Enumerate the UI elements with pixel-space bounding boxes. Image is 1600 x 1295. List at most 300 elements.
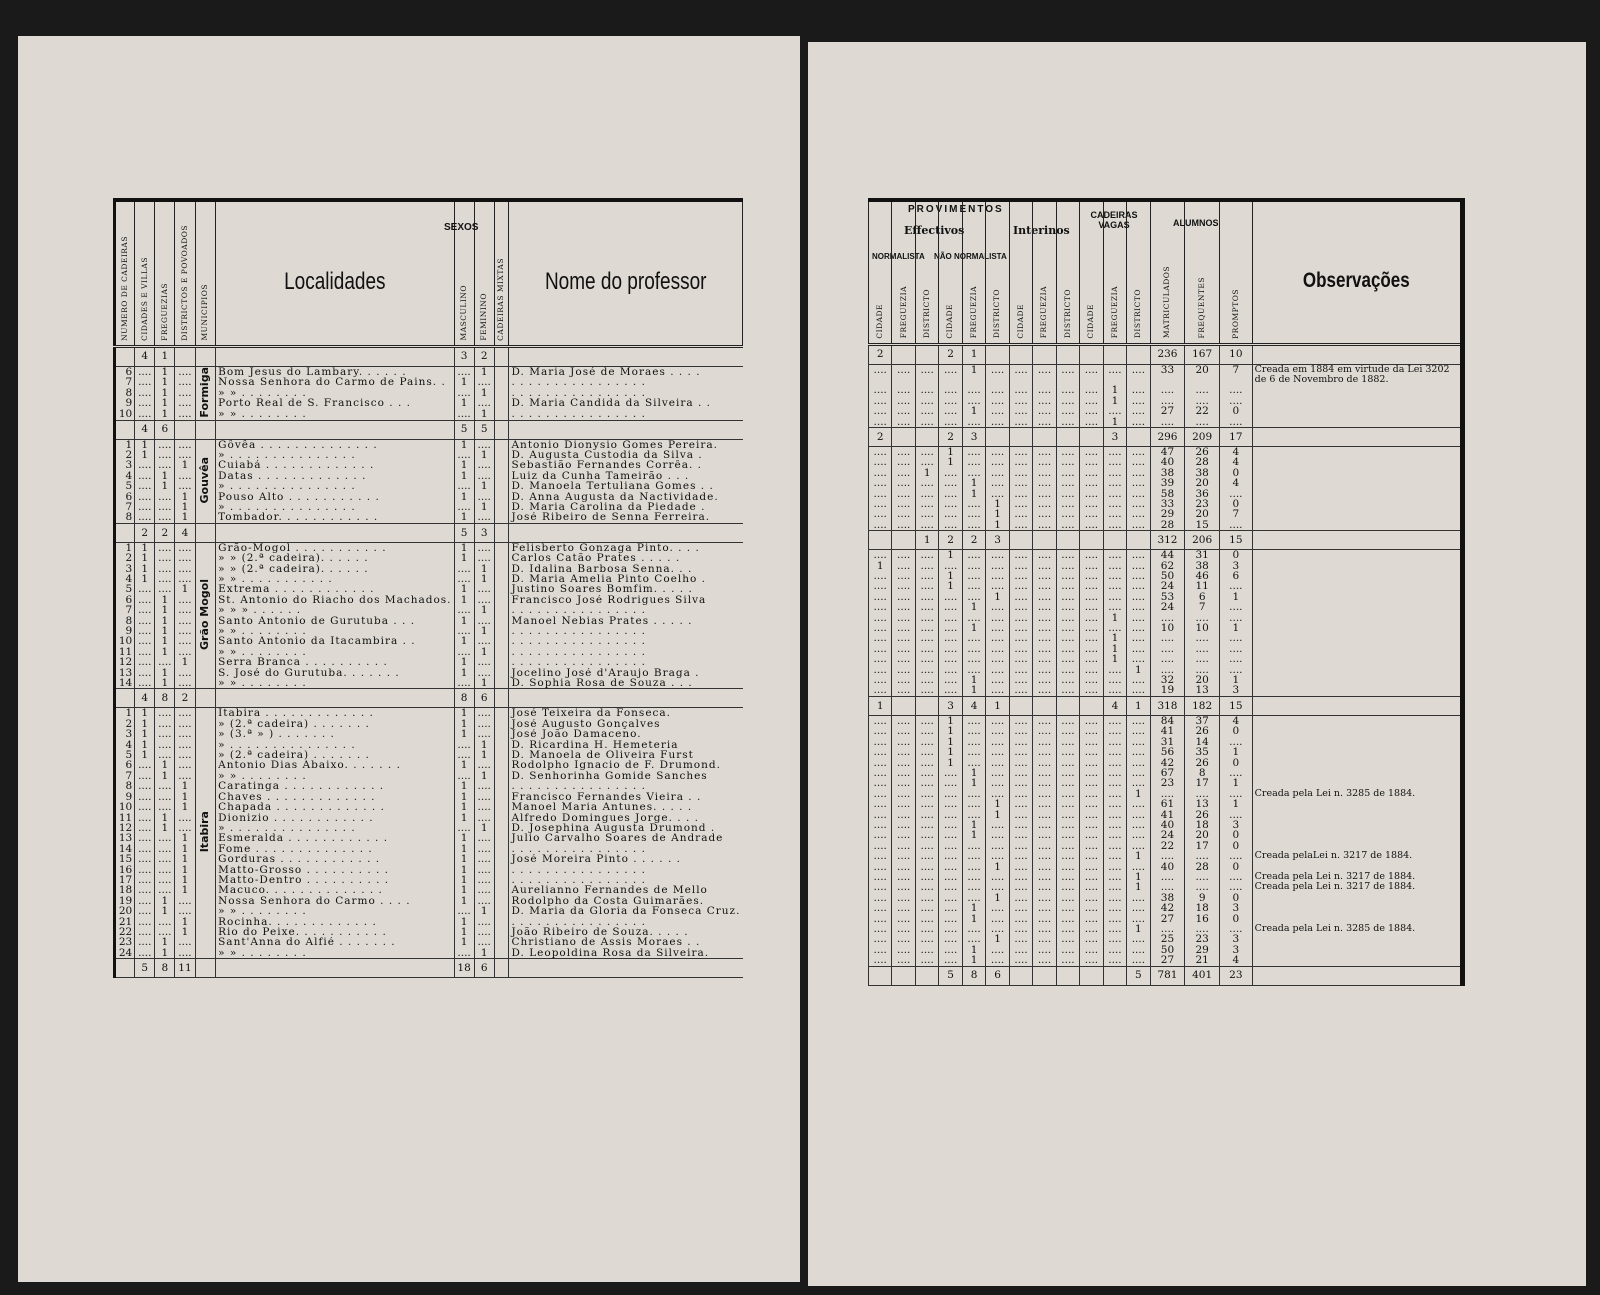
row-districto: .... <box>175 750 195 760</box>
row-promptos: .... <box>1220 385 1253 395</box>
row-masculino: 1 <box>454 616 474 626</box>
summary-masculino: 5 <box>454 523 474 542</box>
row-frequentes: 23 <box>1185 934 1220 944</box>
row-vag-districto: .... <box>1127 499 1150 509</box>
row-nao-freguezia: .... <box>962 726 985 736</box>
row-number: 6 <box>115 595 135 605</box>
row-masculino: 1 <box>454 668 474 678</box>
row-observacoes <box>1252 737 1462 747</box>
row-frequentes: 26 <box>1185 726 1220 736</box>
row-masculino: 1 <box>454 439 474 450</box>
row-nao-cidade: .... <box>939 872 962 882</box>
row-vag-freguezia: .... <box>1103 571 1126 581</box>
row-frequentes: 10 <box>1185 623 1220 633</box>
row-norm-freguezia: .... <box>892 571 915 581</box>
row-int-freguezia: .... <box>1033 654 1056 664</box>
row-masculino: 1 <box>454 760 474 770</box>
row-freguezia: .... <box>155 492 175 502</box>
row-promptos: 1 <box>1220 778 1253 788</box>
row-promptos: 3 <box>1220 820 1253 830</box>
row-number: 2 <box>115 450 135 460</box>
row-int-cidade: .... <box>1009 726 1032 736</box>
row-int-districto: .... <box>1056 489 1079 499</box>
row-cidade: .... <box>135 471 155 481</box>
row-number: 17 <box>115 875 135 885</box>
row-int-cidade: .... <box>1009 893 1032 903</box>
summary-vag-districto <box>1127 531 1150 550</box>
row-norm-districto: .... <box>915 457 938 467</box>
row-localidade: » » . . . . . . . . . . . <box>216 574 454 584</box>
row-vag-districto: .... <box>1127 571 1150 581</box>
row-nao-freguezia: .... <box>962 499 985 509</box>
row-norm-districto: .... <box>915 726 938 736</box>
summary-nao-cidade: 2 <box>939 344 962 364</box>
row-localidade: Santo Antonio de Gurutuba . . . <box>216 616 454 626</box>
row-norm-districto: .... <box>915 768 938 778</box>
row-freguezia: 1 <box>155 377 175 388</box>
row-mixtas <box>494 844 509 854</box>
row-freguezia: 1 <box>155 605 175 615</box>
header-masculino: MASCULINO <box>454 200 474 346</box>
right-table <box>868 198 1465 986</box>
row-norm-freguezia: .... <box>892 768 915 778</box>
row-norm-districto: .... <box>915 872 938 882</box>
table-row <box>869 768 1463 778</box>
row-masculino: .... <box>454 388 474 399</box>
row-vag-cidade: .... <box>1080 830 1103 840</box>
row-observacoes <box>1252 768 1462 778</box>
row-masculino: 1 <box>454 729 474 739</box>
row-vag-freguezia: 1 <box>1103 613 1126 623</box>
row-int-freguezia: .... <box>1033 934 1056 944</box>
table-row <box>115 439 743 450</box>
row-nao-freguezia: 1 <box>962 830 985 840</box>
row-vag-cidade: .... <box>1080 396 1103 406</box>
table-row <box>869 872 1463 882</box>
row-districto: .... <box>175 481 195 491</box>
row-localidade: Extrema . . . . . . . . . . . . <box>216 584 454 594</box>
row-districto: .... <box>175 813 195 823</box>
row-frequentes: 21 <box>1185 955 1220 966</box>
row-number: 24 <box>115 948 135 959</box>
footer-matriculados: 781 <box>1150 966 1185 985</box>
row-nao-districto: .... <box>986 851 1009 861</box>
row-vag-freguezia: .... <box>1103 747 1126 757</box>
row-norm-districto: .... <box>915 945 938 955</box>
row-int-districto: .... <box>1056 623 1079 633</box>
row-mixtas <box>494 553 509 563</box>
row-number: 5 <box>115 481 135 491</box>
row-nao-cidade: .... <box>939 468 962 478</box>
footer-vag-freguezia <box>1103 966 1126 985</box>
row-int-freguezia: .... <box>1033 924 1056 934</box>
row-vag-cidade: .... <box>1080 934 1103 944</box>
row-vag-freguezia: .... <box>1103 851 1126 861</box>
row-nao-cidade: 1 <box>939 581 962 591</box>
row-number: 6 <box>115 492 135 502</box>
row-nao-districto: .... <box>986 924 1009 934</box>
row-norm-cidade: .... <box>869 789 892 799</box>
row-norm-cidade: .... <box>869 644 892 654</box>
row-cidade: 1 <box>135 553 155 563</box>
row-freguezia: 1 <box>155 366 175 377</box>
summary-int-freguezia <box>1033 344 1056 364</box>
row-norm-districto: .... <box>915 406 938 416</box>
row-number: 7 <box>115 771 135 781</box>
row-vag-cidade: .... <box>1080 820 1103 830</box>
header-numero: NUMERO DE CADEIRAS <box>115 200 135 346</box>
row-number: 3 <box>115 729 135 739</box>
row-freguezia: .... <box>155 657 175 667</box>
row-int-freguezia: .... <box>1033 945 1056 955</box>
table-row <box>869 903 1463 913</box>
row-frequentes: 13 <box>1185 685 1220 696</box>
row-matriculados: .... <box>1150 665 1185 675</box>
row-districto: .... <box>175 823 195 833</box>
row-number: 12 <box>115 657 135 667</box>
table-row <box>869 893 1463 903</box>
row-localidade: » . . . . . . . . . . . . . . . <box>216 481 454 491</box>
row-promptos: .... <box>1220 924 1253 934</box>
row-int-freguezia: .... <box>1033 726 1056 736</box>
summary-nao-cidade: 2 <box>939 531 962 550</box>
row-freguezia: .... <box>155 553 175 563</box>
row-number: 10 <box>115 802 135 812</box>
row-professor: D. Idalina Barbosa Senna. . . <box>509 564 743 574</box>
row-mixtas <box>494 906 509 916</box>
row-number: 8 <box>115 512 135 523</box>
row-freguezia: .... <box>155 439 175 450</box>
row-feminino: .... <box>474 471 494 481</box>
row-districto: .... <box>175 760 195 770</box>
row-norm-cidade: .... <box>869 592 892 602</box>
row-feminino: .... <box>474 813 494 823</box>
row-professor: Julio Carvalho Soares de Andrade <box>509 833 743 843</box>
row-norm-freguezia: .... <box>892 882 915 892</box>
row-vag-freguezia: .... <box>1103 789 1126 799</box>
row-norm-cidade: .... <box>869 385 892 395</box>
row-districto: .... <box>175 678 195 689</box>
municipio-cell <box>195 542 216 689</box>
row-mixtas <box>494 366 509 377</box>
table-row <box>869 633 1463 643</box>
row-vag-cidade: .... <box>1080 955 1103 966</box>
row-int-districto: .... <box>1056 893 1079 903</box>
row-int-cidade: .... <box>1009 396 1032 406</box>
row-matriculados: 50 <box>1150 945 1185 955</box>
row-promptos: 1 <box>1220 799 1253 809</box>
row-masculino: 1 <box>454 896 474 906</box>
row-localidade: » » . . . . . . . . <box>216 388 454 399</box>
row-frequentes: 46 <box>1185 571 1220 581</box>
left-table <box>113 198 743 978</box>
row-feminino: 1 <box>474 906 494 916</box>
row-feminino: .... <box>474 781 494 791</box>
row-number: 18 <box>115 885 135 895</box>
row-matriculados: 33 <box>1150 499 1185 509</box>
row-norm-districto: .... <box>915 644 938 654</box>
row-cidade: .... <box>135 647 155 657</box>
row-norm-freguezia: .... <box>892 396 915 406</box>
summary-matriculados: 318 <box>1150 696 1185 715</box>
row-norm-cidade: .... <box>869 675 892 685</box>
row-cidade: .... <box>135 802 155 812</box>
row-vag-freguezia: .... <box>1103 882 1126 892</box>
row-matriculados: 23 <box>1150 778 1185 788</box>
row-int-districto: .... <box>1056 550 1079 561</box>
row-int-cidade: .... <box>1009 406 1032 416</box>
row-norm-freguezia: .... <box>892 810 915 820</box>
row-int-districto: .... <box>1056 872 1079 882</box>
row-freguezia: 1 <box>155 647 175 657</box>
row-vag-cidade: .... <box>1080 623 1103 633</box>
row-nao-freguezia: .... <box>962 747 985 757</box>
row-mixtas <box>494 626 509 636</box>
row-nao-cidade: .... <box>939 799 962 809</box>
row-norm-cidade: .... <box>869 862 892 872</box>
summary-feminino: 6 <box>474 689 494 708</box>
row-nao-districto: .... <box>986 768 1009 778</box>
row-vag-freguezia: .... <box>1103 903 1126 913</box>
row-frequentes: .... <box>1185 644 1220 654</box>
row-districto: 1 <box>175 460 195 470</box>
row-frequentes: .... <box>1185 633 1220 643</box>
row-vag-freguezia: .... <box>1103 893 1126 903</box>
row-nao-districto: 1 <box>986 810 1009 820</box>
row-nao-districto: .... <box>986 385 1009 395</box>
row-vag-freguezia: .... <box>1103 550 1126 561</box>
row-norm-districto: .... <box>915 581 938 591</box>
summary-norm-cidade: 2 <box>869 427 892 446</box>
table-row <box>869 550 1463 561</box>
row-masculino: 1 <box>454 512 474 523</box>
row-vag-districto: .... <box>1127 613 1150 623</box>
row-cidade: 1 <box>135 708 155 719</box>
row-nao-districto: .... <box>986 758 1009 768</box>
row-nao-districto: .... <box>986 406 1009 416</box>
row-number: 1 <box>115 708 135 719</box>
row-vag-cidade: .... <box>1080 665 1103 675</box>
summary-freguezias: 2 <box>155 523 175 542</box>
row-districto: 1 <box>175 512 195 523</box>
row-mixtas <box>494 678 509 689</box>
footer-nao-cidade: 5 <box>939 966 962 985</box>
row-feminino: .... <box>474 553 494 563</box>
row-norm-districto: .... <box>915 654 938 664</box>
row-localidade: Gorduras . . . . . . . . . . . . <box>216 854 454 864</box>
row-vag-freguezia: .... <box>1103 768 1126 778</box>
row-professor: D. Maria da Gloria da Fonseca Cruz. <box>509 906 743 916</box>
table-row <box>869 571 1463 581</box>
row-nao-cidade: .... <box>939 841 962 851</box>
row-freguezia: .... <box>155 802 175 812</box>
row-nao-districto: 1 <box>986 592 1009 602</box>
row-mixtas <box>494 927 509 937</box>
row-nao-freguezia: .... <box>962 799 985 809</box>
row-norm-cidade: .... <box>869 406 892 416</box>
row-masculino: 1 <box>454 460 474 470</box>
row-vag-freguezia: .... <box>1103 726 1126 736</box>
summary-localidade <box>216 523 454 542</box>
header-vag-cidade: CIDADE <box>1080 200 1103 344</box>
row-number: 5 <box>115 584 135 594</box>
row-norm-cidade: .... <box>869 489 892 499</box>
row-nao-districto: .... <box>986 872 1009 882</box>
row-matriculados: 38 <box>1150 893 1185 903</box>
row-norm-districto: .... <box>915 509 938 519</box>
row-int-freguezia: .... <box>1033 581 1056 591</box>
row-number: 5 <box>115 750 135 760</box>
row-masculino: 1 <box>454 584 474 594</box>
row-feminino: .... <box>474 512 494 523</box>
row-vag-cidade: .... <box>1080 406 1103 416</box>
footer-norm-districto <box>915 966 938 985</box>
row-nao-freguezia: .... <box>962 862 985 872</box>
row-cidade: .... <box>135 833 155 843</box>
row-norm-cidade: .... <box>869 830 892 840</box>
row-norm-freguezia: .... <box>892 509 915 519</box>
municipio-name: Formiga <box>198 366 212 418</box>
summary-mixtas <box>494 420 509 439</box>
row-vag-districto: .... <box>1127 489 1150 499</box>
row-frequentes: 20 <box>1185 478 1220 488</box>
row-districto: .... <box>175 719 195 729</box>
row-int-cidade: .... <box>1009 446 1032 457</box>
row-int-cidade: .... <box>1009 417 1032 428</box>
row-int-cidade: .... <box>1009 747 1032 757</box>
header-observacoes: Observações <box>1252 200 1462 344</box>
row-number: 9 <box>115 792 135 802</box>
row-frequentes: 26 <box>1185 446 1220 457</box>
row-mixtas <box>494 885 509 895</box>
header-localidades: Localidades <box>216 200 454 346</box>
left-table-body <box>115 346 743 978</box>
row-number: 4 <box>115 574 135 584</box>
row-masculino: 1 <box>454 854 474 864</box>
row-promptos: .... <box>1220 602 1253 612</box>
row-observacoes <box>1252 385 1462 395</box>
row-freguezia: .... <box>155 927 175 937</box>
row-matriculados: 31 <box>1150 737 1185 747</box>
row-int-cidade: .... <box>1009 820 1032 830</box>
row-nao-freguezia: .... <box>962 396 985 406</box>
row-norm-freguezia: .... <box>892 851 915 861</box>
row-masculino: .... <box>454 948 474 959</box>
table-row <box>869 561 1463 571</box>
table-row <box>869 478 1463 488</box>
summary-row <box>115 523 743 542</box>
row-int-freguezia: .... <box>1033 550 1056 561</box>
row-freguezia: .... <box>155 865 175 875</box>
row-frequentes: 20 <box>1185 509 1220 519</box>
row-norm-cidade: .... <box>869 841 892 851</box>
row-norm-freguezia: .... <box>892 457 915 467</box>
table-row <box>869 592 1463 602</box>
row-professor: D. Maria Candida da Silveira . . <box>509 398 743 409</box>
row-promptos: 1 <box>1220 675 1253 685</box>
municipio-name: Grão Mogol <box>198 578 212 650</box>
row-nao-districto: .... <box>986 561 1009 571</box>
summary-int-cidade <box>1009 696 1032 715</box>
summary-municipio <box>195 420 216 439</box>
row-norm-districto: .... <box>915 862 938 872</box>
row-nao-cidade: 1 <box>939 737 962 747</box>
row-nao-freguezia: 1 <box>962 945 985 955</box>
row-professor: . . . . . . . . . . . . . . . . <box>509 647 743 657</box>
row-int-freguezia: .... <box>1033 789 1056 799</box>
row-vag-districto: .... <box>1127 561 1150 571</box>
row-vag-districto: .... <box>1127 841 1150 851</box>
summary-int-districto <box>1056 344 1079 364</box>
row-districto: .... <box>175 616 195 626</box>
row-nao-cidade: .... <box>939 851 962 861</box>
row-int-districto: .... <box>1056 571 1079 581</box>
row-vag-districto: .... <box>1127 799 1150 809</box>
row-norm-districto: .... <box>915 385 938 395</box>
row-districto: .... <box>175 409 195 420</box>
row-vag-freguezia: .... <box>1103 778 1126 788</box>
row-nao-freguezia: 1 <box>962 685 985 696</box>
row-nao-freguezia: 1 <box>962 675 985 685</box>
row-int-freguezia: .... <box>1033 685 1056 696</box>
row-norm-freguezia: .... <box>892 478 915 488</box>
row-feminino: 1 <box>474 450 494 460</box>
row-nao-districto: .... <box>986 841 1009 851</box>
row-mixtas <box>494 409 509 420</box>
row-districto: .... <box>175 439 195 450</box>
row-observacoes <box>1252 489 1462 499</box>
row-vag-districto: .... <box>1127 446 1150 457</box>
row-nao-freguezia: 1 <box>962 478 985 488</box>
row-int-freguezia: .... <box>1033 499 1056 509</box>
table-row <box>869 758 1463 768</box>
footer-vag-districto: 5 <box>1127 966 1150 985</box>
row-masculino: .... <box>454 906 474 916</box>
row-matriculados: 47 <box>1150 446 1185 457</box>
row-norm-freguezia: .... <box>892 499 915 509</box>
row-feminino: .... <box>474 792 494 802</box>
row-nao-cidade: .... <box>939 882 962 892</box>
row-frequentes: .... <box>1185 872 1220 882</box>
row-districto: .... <box>175 636 195 646</box>
summary-vag-freguezia: 3 <box>1103 427 1126 446</box>
row-localidade: Itabira . . . . . . . . . . . . . <box>216 708 454 719</box>
row-nao-freguezia: 1 <box>962 623 985 633</box>
row-nao-cidade: .... <box>939 665 962 675</box>
row-norm-cidade: .... <box>869 623 892 633</box>
row-int-cidade: .... <box>1009 457 1032 467</box>
row-observacoes: Creada em 1884 em virtude da Lei 3202 de 6 de Novembro de 1882. <box>1252 364 1462 385</box>
row-mixtas <box>494 595 509 605</box>
row-int-districto: .... <box>1056 396 1079 406</box>
row-vag-cidade: .... <box>1080 417 1103 428</box>
row-observacoes <box>1252 509 1462 519</box>
row-localidade: Pouso Alto . . . . . . . . . . . <box>216 492 454 502</box>
row-norm-districto: .... <box>915 623 938 633</box>
row-matriculados: .... <box>1150 789 1185 799</box>
table-row <box>869 715 1463 726</box>
row-vag-freguezia: .... <box>1103 406 1126 416</box>
row-norm-districto: .... <box>915 924 938 934</box>
row-freguezia: 1 <box>155 813 175 823</box>
row-masculino: .... <box>454 626 474 636</box>
row-int-freguezia: .... <box>1033 768 1056 778</box>
row-vag-cidade: .... <box>1080 758 1103 768</box>
row-int-freguezia: .... <box>1033 955 1056 966</box>
row-masculino: 1 <box>454 917 474 927</box>
footer-professor <box>509 959 743 978</box>
row-nao-freguezia: .... <box>962 851 985 861</box>
